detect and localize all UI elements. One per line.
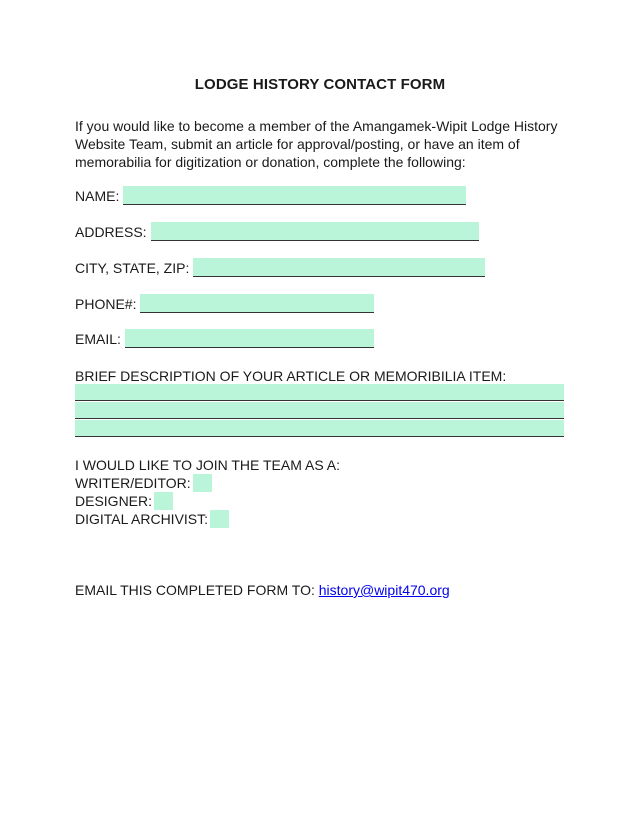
description-line-2[interactable] (75, 402, 564, 419)
submit-instruction (75, 580, 450, 600)
name-row (75, 186, 466, 206)
writer-label: WRITER/EDITOR: (75, 475, 191, 491)
writer-row (75, 474, 340, 492)
submit-prefix: EMAIL THIS COMPLETED FORM TO: (75, 582, 315, 598)
phone-row (75, 294, 374, 314)
description-line-3[interactable] (75, 420, 564, 437)
email-row (75, 329, 374, 349)
page-title: LODGE HISTORY CONTACT FORM (194, 76, 446, 93)
phone-field[interactable] (140, 294, 374, 313)
archivist-row (75, 510, 340, 528)
intro-paragraph: If you would like to become a member of the Amangamek-Wipit Lodge History Website Team, submit an article for approval/posting, or have an item of memorabilia for digitization or donation, complete the following: (75, 118, 558, 170)
address-label: ADDRESS: (75, 224, 147, 240)
designer-checkbox[interactable] (154, 492, 173, 510)
phone-label: PHONE#: (75, 296, 137, 312)
designer-label: DESIGNER: (75, 493, 153, 509)
submit-email-link[interactable]: history@wipit470.org (318, 582, 450, 598)
designer-row (75, 492, 340, 510)
archivist-checkbox[interactable] (210, 510, 229, 528)
team-section (75, 456, 340, 528)
address-row (75, 222, 479, 242)
name-field[interactable] (123, 186, 466, 205)
city-state-zip-label: CITY, STATE, ZIP: (75, 260, 190, 276)
city-state-zip-field[interactable] (193, 258, 485, 277)
city-state-zip-row (75, 258, 485, 278)
team-heading-text: I WOULD LIKE TO JOIN THE TEAM AS A: (75, 457, 341, 473)
archivist-label: DIGITAL ARCHIVIST: (75, 511, 209, 527)
team-heading (75, 456, 340, 474)
description-line-1[interactable] (75, 384, 564, 401)
email-field[interactable] (125, 329, 374, 348)
description-label: BRIEF DESCRIPTION OF YOUR ARTICLE OR MEMORIBILIA ITEM: (75, 368, 507, 384)
email-label: EMAIL: (75, 331, 121, 347)
address-field[interactable] (151, 222, 479, 241)
writer-checkbox[interactable] (193, 474, 212, 492)
name-label: NAME: (75, 188, 120, 204)
